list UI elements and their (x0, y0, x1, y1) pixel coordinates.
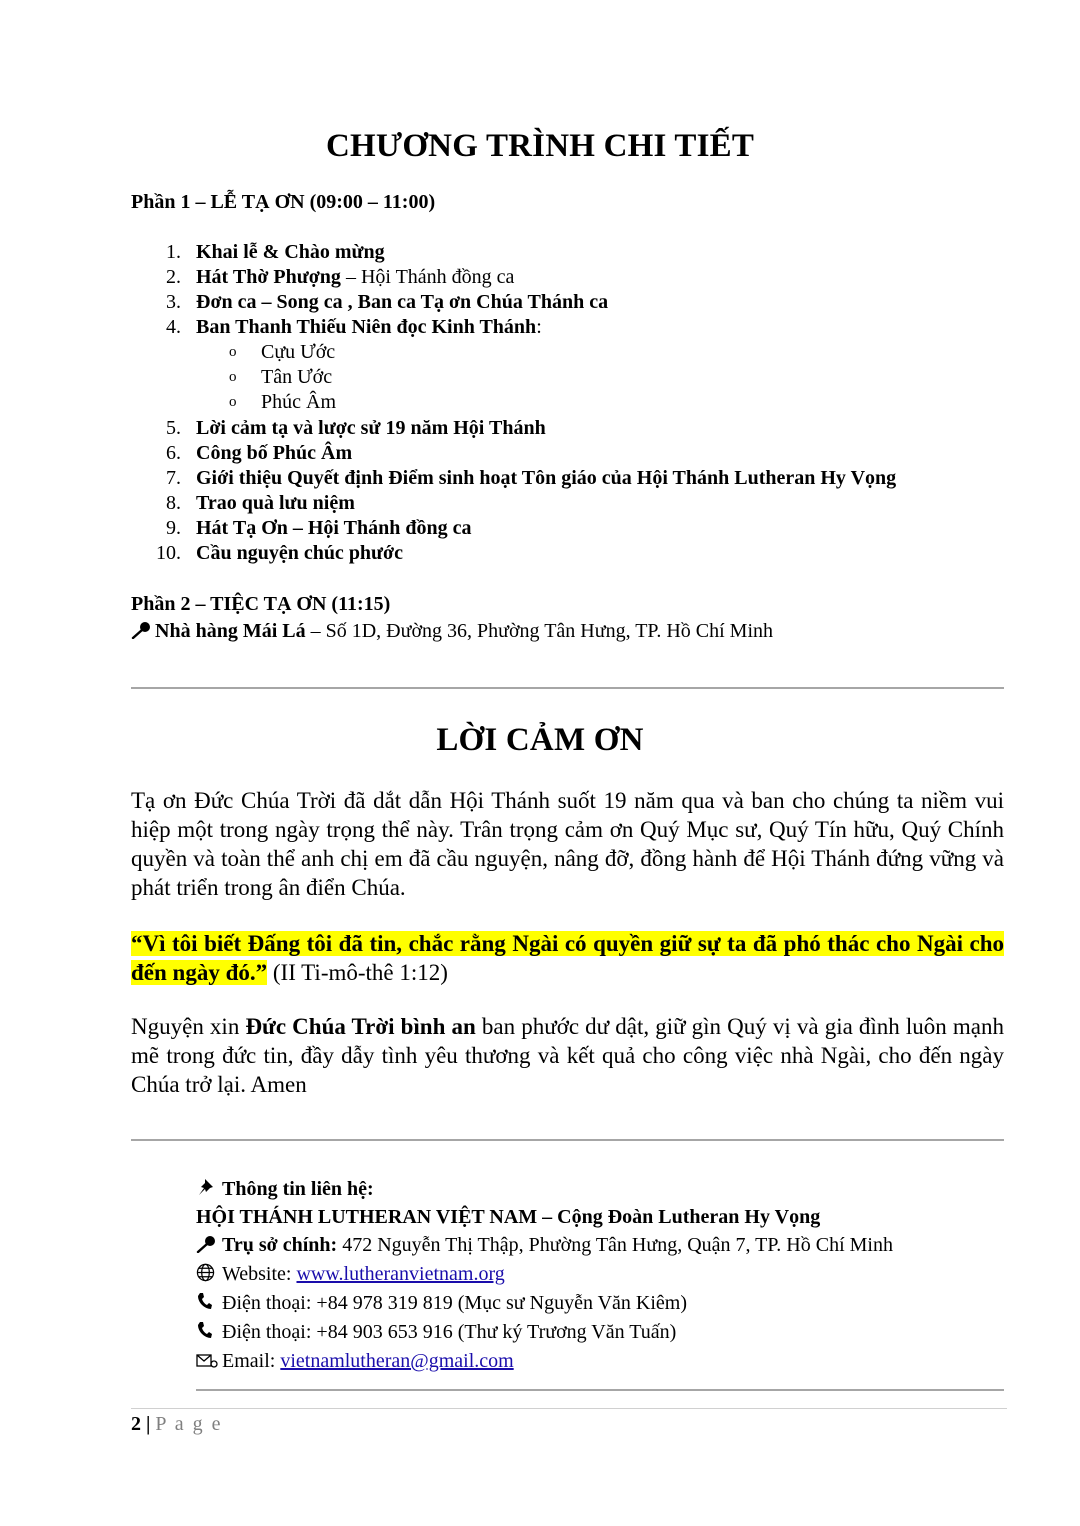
website-link[interactable]: www.lutheranvietnam.org (296, 1263, 505, 1285)
bullet: o (229, 344, 237, 360)
item-number: 7. (166, 467, 181, 489)
program-title: CHƯƠNG TRÌNH CHI TIẾT (325, 128, 755, 164)
bullet: o (229, 369, 237, 385)
divider (131, 1139, 1004, 1141)
item-title: Giới thiệu Quyết định Điểm sinh hoạt Tôn giáo của Hội Thánh Lutheran Hy Vọng (196, 467, 897, 489)
email-label: Email: (222, 1350, 281, 1372)
sub-item-label: Phúc Âm (261, 391, 336, 413)
program-list (131, 240, 1031, 580)
page-number: 2 (131, 1413, 141, 1435)
contact-org (196, 1203, 820, 1232)
contact-website (196, 1260, 505, 1291)
item-title: Trao quà lưu niệm (196, 492, 355, 514)
venue-line (131, 620, 773, 645)
phone-icon (196, 1291, 222, 1320)
org-name: HỘI THÁNH LUTHERAN VIỆT NAM – Cộng Đoàn Lutheran Hy Vọng (196, 1206, 821, 1228)
item-number: 3. (166, 291, 181, 313)
item-detail: – Hội Thánh đồng ca (340, 266, 515, 288)
item-title: Cầu nguyện chúc phước (196, 542, 404, 564)
globe-icon (196, 1262, 222, 1291)
item-number: 8. (166, 492, 181, 514)
item-title: Khai lễ & Chào mừng (196, 241, 385, 263)
item-number: 10. (156, 542, 181, 564)
footer-separator: | (141, 1413, 156, 1435)
divider (196, 1389, 1004, 1391)
hq-label: Trụ sở chính: (222, 1234, 338, 1256)
verse-reference: (II Ti-mô-thê 1:12) (267, 960, 448, 985)
contact-email (196, 1347, 514, 1377)
item-title: Lời cảm tạ và lược sử 19 năm Hội Thánh (196, 417, 546, 439)
venue-address: – Số 1D, Đường 36, Phường Tân Hưng, TP. Hồ Chí Minh (305, 620, 774, 642)
contact-phone-2 (196, 1318, 676, 1349)
website-label: Website: (222, 1263, 297, 1285)
part2-heading: Phần 2 – TIỆC TẠ ƠN (11:15) (131, 593, 391, 615)
page-footer (131, 1413, 223, 1436)
sub-item-label: Cựu Ước (261, 341, 336, 363)
contact-heading: Thông tin liên hệ: (222, 1178, 374, 1200)
venue-name: Nhà hàng Mái Lá (155, 620, 306, 642)
item-title: Hát Tạ Ơn – Hội Thánh đồng ca (196, 517, 472, 539)
hq-address: 472 Nguyễn Thị Thập, Phường Tân Hưng, Quận 7, TP. Hồ Chí Minh (337, 1234, 893, 1256)
blessing-bold: Đức Chúa Trời bình an (245, 1014, 476, 1039)
item-number: 2. (166, 266, 181, 288)
item-title: Công bố Phúc Âm (196, 442, 353, 464)
phone-text: Điện thoại: +84 978 319 819 (Mục sư Nguyễn Văn Kiêm) (222, 1292, 688, 1314)
item-number: 1. (166, 241, 181, 263)
page-label: P a g e (155, 1413, 223, 1435)
pin-icon (196, 1233, 222, 1262)
contact-hq (196, 1231, 893, 1262)
thanks-paragraph: Tạ ơn Đức Chúa Trời đã dắt dẫn Hội Thánh suốt 19 năm qua và ban cho chúng ta niềm vui hiệp một trong ngày trọng thể này. Trân trọng cảm ơn Quý Mục sư, Quý Tín hữu, Quý Chính quyền và toàn thể anh chị em đã cầu nguyện, nâng đỡ, đồng hành để Hội Thánh đứng vững và phát triển trong ân điển Chúa. (131, 788, 1004, 900)
item-number: 9. (166, 517, 181, 539)
phone-icon (196, 1320, 222, 1349)
item-number: 5. (166, 417, 181, 439)
bullet: o (229, 394, 237, 410)
contact-heading-line (196, 1175, 374, 1206)
contact-phone-1 (196, 1289, 687, 1320)
email-link[interactable]: vietnamlutheran@gmail.com (280, 1350, 514, 1372)
verse-paragraph (131, 929, 1004, 987)
email-icon (196, 1348, 222, 1377)
blessing-text: ban phước dư dật, giữ gìn Quý vị và gia đình luôn mạnh mẽ trong đức tin, đầy dẫy tình yêu thương và kết quả cho công việc nhà Ngài, cho đến ngày Chúa trở lại. Amen (131, 1014, 1005, 1097)
thanks-title: LỜI CẢM ƠN (436, 722, 644, 758)
sub-item-label: Tân Ước (261, 366, 333, 388)
item-number: 4. (166, 316, 181, 338)
part1-heading: Phần 1 – LỄ TẠ ƠN (09:00 – 11:00) (131, 191, 436, 213)
item-number: 6. (166, 442, 181, 464)
pushpin-icon (196, 1177, 222, 1206)
phone-text: Điện thoại: +84 903 653 916 (Thư ký Trương Văn Tuấn) (222, 1321, 677, 1343)
blessing-text: Nguyện xin (131, 1014, 246, 1039)
item-detail: : (536, 316, 542, 338)
pin-icon (131, 621, 155, 645)
item-title: Đơn ca – Song ca , Ban ca Tạ ơn Chúa Thánh ca (196, 291, 609, 313)
item-title: Ban Thanh Thiếu Niên đọc Kinh Thánh (196, 316, 537, 338)
verse-quote: “Vì tôi biết Đấng tôi đã tin, chắc rằng Ngài có quyền giữ sự ta đã phó thác cho Ngài cho đến ngày đó.” (131, 931, 1004, 985)
blessing-paragraph (131, 1012, 1004, 1099)
footer-rule (131, 1408, 1007, 1409)
divider (131, 687, 1004, 689)
item-title: Hát Thờ Phượng (196, 266, 341, 288)
